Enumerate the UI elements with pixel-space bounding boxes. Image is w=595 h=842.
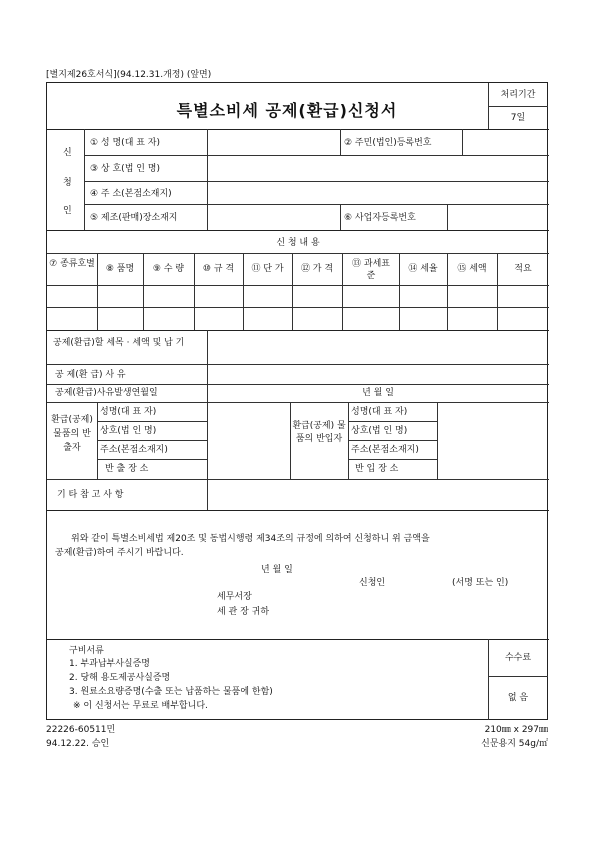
application-form — [46, 82, 548, 720]
importer-trade-label: 상호(법 인 명) — [351, 426, 408, 436]
declaration-line-1: 위와 같이 특별소비세법 제20조 및 동법시행령 제34조의 규정에 의하여 신청하니 위 금액을 — [71, 534, 430, 544]
applicant-side-label-2: 청 — [63, 178, 72, 188]
import-place-label: 반 입 장 소 — [355, 464, 399, 474]
form-code: 22226-60511민 — [46, 725, 116, 735]
business-number-field[interactable] — [448, 205, 548, 230]
resident-number-field[interactable] — [463, 130, 548, 155]
importer-name-label: 성명(대 표 자) — [351, 407, 408, 417]
processing-period-label: 처리기간 — [500, 90, 536, 100]
importer-address-label: 주소(본점소재지) — [351, 445, 419, 455]
importer-side-label: 환급(공제) 물품의 반입자 — [292, 421, 346, 444]
trade-name-label: ③ 상 호(법 인 명) — [90, 164, 161, 174]
exporter-name-label: 성명(대 표 자) — [100, 407, 157, 417]
col-tax-base: ⑬ 과세표준 — [352, 259, 390, 281]
col-spec: ⑩ 규 격 — [202, 264, 235, 274]
other-notes-label: 기 타 참 고 사 항 — [57, 490, 124, 500]
applicant-side-label-3: 인 — [63, 206, 72, 216]
col-unit-price: ⑪ 단 가 — [251, 264, 284, 274]
col-remarks: 적요 — [514, 264, 532, 274]
attachment-item-3: 3. 원료소요량증명(수출 또는 납품하는 물품에 한함) — [69, 687, 273, 697]
form-number-note: [별지제26호서식](94.12.31.개정) (앞면) — [46, 70, 212, 80]
business-number-label: ⑥ 사업자등록번호 — [344, 213, 416, 223]
trade-name-field[interactable] — [208, 156, 548, 181]
attachment-item-1: 1. 부과납부사실증명 — [69, 659, 151, 669]
page-title: 특별소비세 공제(환급)신청서 — [176, 101, 398, 120]
tax-office-label: 세무서장 — [217, 592, 252, 602]
col-type: ⑦ 종류호별 — [49, 259, 95, 269]
reason-label: 공 제(환 급) 사 유 — [55, 370, 126, 380]
paper-size: 210㎜ x 297㎜ — [484, 725, 548, 735]
col-quantity: ⑨ 수 량 — [152, 264, 185, 274]
attachments-title: 구비서류 — [69, 646, 104, 656]
approval-date: 94.12.22. 승인 — [46, 739, 110, 749]
col-item-name: ⑧ 품명 — [105, 264, 135, 274]
applicant-side-label-1: 신 — [63, 148, 72, 158]
name-field[interactable] — [208, 130, 339, 155]
exporter-address-label: 주소(본점소재지) — [100, 445, 168, 455]
contents-header: 신 청 내 용 — [276, 238, 320, 248]
factory-address-field[interactable] — [208, 205, 339, 230]
address-label: ④ 주 소(본점소재지) — [90, 189, 172, 199]
signature-label: (서명 또는 인) — [452, 578, 509, 588]
deduction-item-label: 공제(환급)할 세목 · 세액 및 납 기 — [53, 338, 185, 348]
customs-office-label: 세 관 장 귀하 — [217, 607, 270, 617]
declaration-line-2: 공제(환급)하여 주시기 바랍니다. — [55, 548, 184, 558]
processing-period-value: 7일 — [510, 113, 526, 123]
fee-value: 없 음 — [507, 693, 529, 703]
col-price: ⑫ 가 격 — [300, 264, 334, 274]
applicant-sign-label: 신청인 — [359, 578, 386, 588]
resident-number-label: ② 주민(법인)등록번호 — [344, 138, 432, 148]
export-place-label: 반 출 장 소 — [105, 464, 149, 474]
exporter-trade-label: 상호(법 인 명) — [100, 426, 157, 436]
occurrence-date-label: 공제(환급)사유발생연월일 — [55, 388, 158, 398]
free-distribution-note: ※ 이 신청서는 무료로 배부합니다. — [73, 701, 208, 711]
name-label: ① 성 명(대 표 자) — [90, 138, 161, 148]
reason-field[interactable] — [208, 365, 548, 383]
factory-address-label: ⑤ 제조(판매)장소재지 — [90, 213, 178, 223]
fee-label: 수수료 — [504, 653, 532, 663]
address-field[interactable] — [208, 182, 548, 204]
importer-fields[interactable] — [438, 403, 548, 478]
col-tax-rate: ⑭ 세율 — [408, 264, 438, 274]
deduction-item-field[interactable] — [208, 331, 548, 363]
col-tax-amount: ⑮ 세액 — [457, 264, 487, 274]
exporter-fields[interactable] — [208, 403, 289, 478]
paper-type: 신문용지 54g/㎡ — [481, 739, 548, 749]
declaration-date: 년 월 일 — [261, 565, 293, 575]
attachment-item-2: 2. 당해 용도제공사실증명 — [69, 673, 171, 683]
other-notes-field[interactable] — [208, 480, 548, 509]
exporter-side-label: 환급(공제) 물품의 반출자 — [51, 415, 93, 453]
occurrence-date-value: 년 월 일 — [362, 388, 394, 398]
